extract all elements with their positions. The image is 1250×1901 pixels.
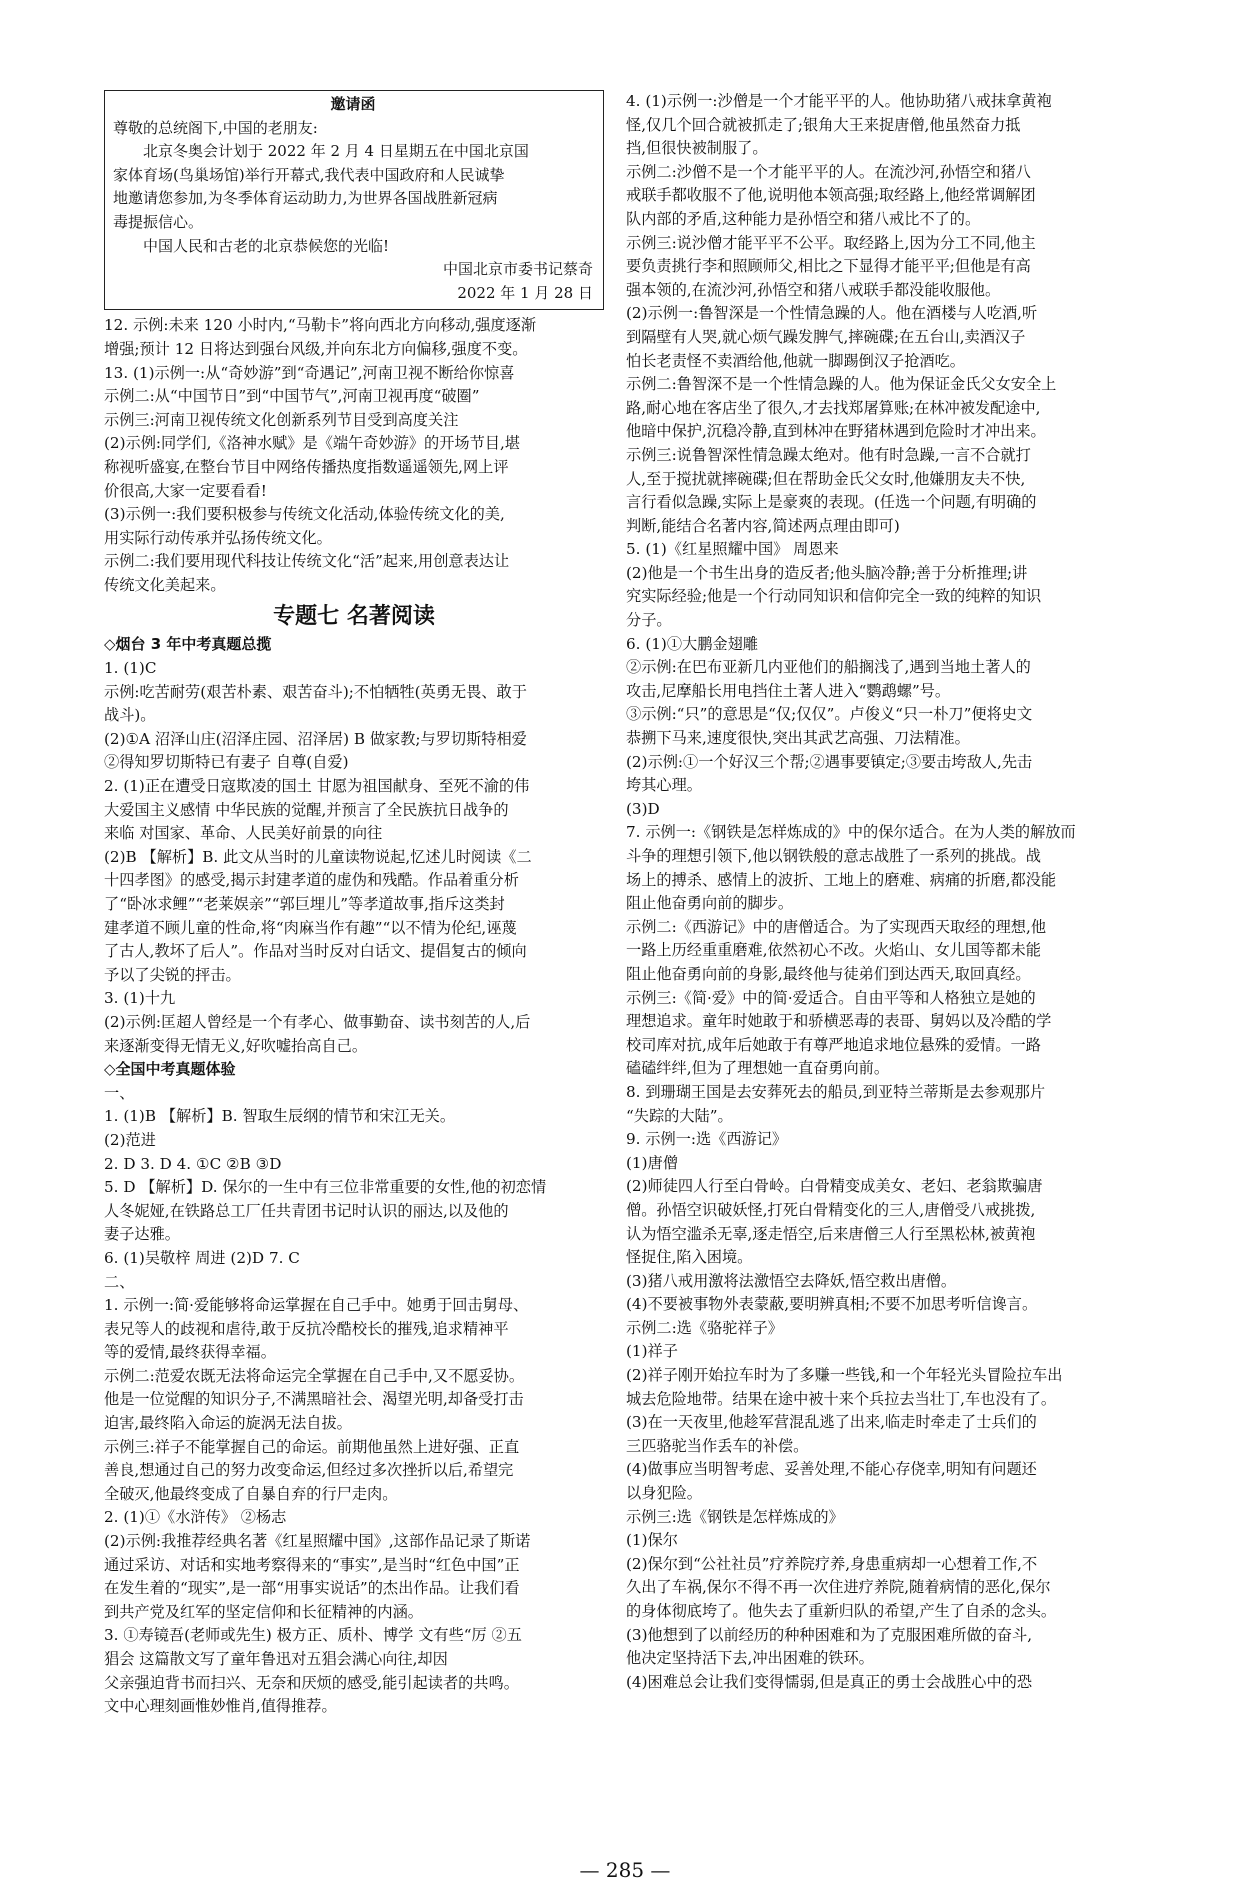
text-line: 来逐渐变得无情无义,好吹嘘抬高自己。: [104, 1036, 368, 1055]
text-line: 迫害,最终陷入命运的旋涡无法自拔。: [104, 1414, 352, 1433]
text-line: 示例:吃苦耐劳(艰苦朴素、艰苦奋斗);不怕牺牲(英勇无畏、敢于: [104, 682, 527, 701]
text-line: 攻击,尼摩船长用电挡住土著人进入“鹦鹉螺”号。: [626, 681, 951, 700]
invitation-body-line: 中国人民和古老的北京恭候您的光临!: [143, 236, 390, 255]
text-line: 善良,想通过自己的努力改变命运,但经过多次挫折以后,希望完: [104, 1461, 514, 1480]
text-line: 示例三:说鲁智深性情急躁太绝对。他有时急躁,一言不合就打: [626, 445, 1031, 464]
text-line: 一路上历经重重磨难,依然初心不改。火焰山、女儿国等都未能: [626, 941, 1041, 960]
text-line: 场上的搏杀、感情上的波折、工地上的磨难、病痛的折磨,都没能: [626, 870, 1057, 889]
text-line: 怪,仅几个回合就被抓走了;银角大王来捉唐僧,他虽然奋力抵: [626, 115, 1021, 134]
text-line: (1)保尔: [626, 1531, 678, 1550]
text-line: (3)D: [626, 799, 660, 818]
page-number: — 285 —: [579, 1858, 671, 1882]
text-line: 怕长老责怪不卖酒给他,他就一脚踢倒汉子抢酒吃。: [626, 351, 965, 370]
text-line: (2)师徒四人行至白骨岭。白骨精变成美女、老妇、老翁欺骗唐: [626, 1177, 1043, 1196]
text-line: 阻止他奋勇向前的身影,最终他与徒弟们到达西天,取回真经。: [626, 964, 1031, 983]
text-line: 战斗)。: [104, 706, 156, 725]
text-line: (2)示例:匡超人曾经是一个有孝心、做事勤奋、读书刻苦的人,后: [104, 1012, 531, 1031]
text-line: 他决定坚持活下去,冲出困难的铁环。: [626, 1649, 874, 1668]
text-line: (1)唐僧: [626, 1153, 678, 1172]
text-line: 示例二:《西游记》中的唐僧适合。为了实现西天取经的理想,他: [626, 917, 1047, 936]
invitation-box: [104, 90, 604, 310]
invitation-title: 邀请函: [330, 95, 376, 113]
text-line: 到共产党及红军的坚定信仰和长征精神的内涵。: [104, 1602, 423, 1621]
text-line: 通过采访、对话和实地考察得来的“事实”,是当时“红色中国”正: [104, 1555, 520, 1574]
text-line: 垮其心理。: [626, 776, 702, 795]
text-line: 强本领的,在流沙河,孙悟空和猪八戒联手都没能收服他。: [626, 280, 1001, 299]
text-line: 示例三:河南卫视传统文化创新系列节目受到高度关注: [104, 410, 459, 429]
text-line: 来临 对国家、革命、人民美好前景的向往: [104, 824, 383, 843]
text-line: 判断,能结合名著内容,简述两点理由即可): [626, 516, 900, 535]
text-line: 12. 示例:未来 120 小时内,“马勒卡”将向西北方向移动,强度逐渐: [104, 316, 537, 335]
text-line: (2)示例一:鲁智深是一个性情急躁的人。他在酒楼与人吃酒,听: [626, 304, 1038, 323]
text-line: 示例三:祥子不能掌握自己的命运。前期他虽然上进好强、正直: [104, 1437, 520, 1456]
text-line: 5. D 【解析】D. 保尔的一生中有三位非常重要的女性,他的初恋情: [104, 1178, 547, 1197]
text-line: 示例二:范爱农既无法将命运完全掌握在自己手中,又不愿妥协。: [104, 1366, 525, 1385]
text-line: (2)范进: [104, 1130, 156, 1149]
text-line: 1. (1)B 【解析】B. 智取生辰纲的情节和宋江无关。: [104, 1107, 456, 1126]
text-line: 价很高,大家一定要看看!: [104, 481, 267, 500]
section-yantai-answers: [104, 657, 604, 1058]
text-line: (2)他是一个书生出身的造反者;他头脑冷静;善于分析推理;讲: [626, 563, 1028, 582]
text-line: 3. ①寿镜吾(老师或先生) 极方正、质朴、博学 文有些“厉 ②五: [104, 1626, 522, 1645]
left-column: [104, 90, 604, 1719]
text-line: (3)他想到了以前经历的种种困难和为了克服困难所做的奋斗,: [626, 1625, 1033, 1644]
text-line: 磕磕绊绊,但为了理想她一直奋勇向前。: [626, 1059, 890, 1078]
text-line: (2)祥子刚开始拉车时为了多赚一些钱,和一个年轻光头冒险拉车出: [626, 1366, 1063, 1385]
text-line: 2. (1)①《水浒传》 ②杨志: [104, 1508, 287, 1527]
text-line: 一、: [104, 1083, 135, 1102]
text-line: 分子。: [626, 611, 672, 630]
text-line: 3. (1)十九: [104, 989, 176, 1008]
text-line: 文中心理刻画惟妙惟肖,值得推荐。: [104, 1697, 337, 1716]
text-line: (2)①A 沼泽山庄(沼泽庄园、沼泽居) B 做家教;与罗切斯特相爱: [104, 729, 527, 748]
text-line: 示例三:说沙僧才能平平不公平。取经路上,因为分工不同,他主: [626, 233, 1036, 252]
text-line: 戒联手都收服不了他,说明他本领高强;取经路上,他经常调解团: [626, 186, 1036, 205]
invitation-body-line: 毒提振信心。: [113, 212, 204, 231]
text-line: 究实际经验;他是一个行动同知识和信仰完全一致的纯粹的知识: [626, 587, 1042, 606]
text-line: 建孝道不顾儿童的性命,将“肉麻当作有趣”“以不情为伦纪,诬蔑: [104, 918, 517, 937]
topic-heading: 专题七 名著阅读: [273, 603, 435, 630]
answers-12-13: [104, 314, 604, 597]
text-line: 13. (1)示例一:从“奇妙游”到“奇遇记”,河南卫视不断给你惊喜: [104, 363, 515, 382]
text-line: 予以了尖锐的抨击。: [104, 965, 241, 984]
section-title-national: ◇全国中考真题体验: [104, 1060, 236, 1079]
text-line: 队内部的矛盾,这种能力是孙悟空和猪八戒比不了的。: [626, 209, 981, 228]
text-line: 二、: [104, 1272, 135, 1291]
text-line: 校司库对抗,成年后她敢于有尊严地追求地位悬殊的爱情。一路: [626, 1035, 1041, 1054]
text-line: 增强;预计 12 日将达到强台风级,并向东北方向偏移,强度不变。: [104, 339, 528, 358]
text-line: (2)示例:①一个好汉三个帮;②遇事要镇定;③要击垮敌人,先击: [626, 752, 1033, 771]
text-line: 斗争的理想引领下,他以钢铁般的意志战胜了一系列的挑战。战: [626, 847, 1041, 865]
text-line: 等的爱情,最终获得幸福。: [104, 1343, 276, 1362]
text-line: 妻子达雅。: [104, 1225, 180, 1244]
text-line: 挡,但很快被制服了。: [626, 139, 768, 158]
text-line: ③示例:“只”的意思是“仅;仅仅”。卢俊义“只一朴刀”便将史文: [626, 705, 1033, 724]
text-line: 2. D 3. D 4. ①C ②B ③D: [104, 1154, 282, 1173]
text-line: 人冬妮娅,在铁路总工厂任共青团书记时认识的丽达,以及他的: [104, 1201, 509, 1220]
invitation-body-line: 家体育场(鸟巢场馆)举行开幕式,我代表中国政府和人民诚挚: [113, 165, 505, 184]
text-line: 用实际行动传承并弘扬传统文化。: [104, 528, 332, 547]
text-line: 以身犯险。: [626, 1484, 702, 1503]
text-line: 言行看似急躁,实际上是豪爽的表现。(任选一个问题,有明确的: [626, 493, 1037, 512]
text-line: 他暗中保护,沉稳冷静,直到林冲在野猪林遇到危险时才冲出来。: [626, 422, 1046, 441]
text-line: 父亲强迫背书而扫兴、无奈和厌烦的感受,能引起读者的共鸣。: [104, 1673, 519, 1692]
text-line: 示例二:鲁智深不是一个性情急躁的人。他为保证金氏父女安全上: [626, 375, 1057, 394]
text-line: 人,至于搅扰就摔碗碟;但在帮助金氏父女时,他嫌朋友夫不快,: [626, 469, 1026, 488]
answers-4-9: [626, 90, 1172, 1694]
text-line: 十四孝图》的感受,揭示封建孝道的虚伪和残酷。作品着重分析: [104, 871, 519, 890]
text-line: 大爱国主义感情 中华民族的觉醒,并预言了全民族抗日战争的: [104, 800, 509, 819]
section-national-answers: [104, 1082, 604, 1719]
text-line: (1)祥子: [626, 1342, 678, 1361]
text-line: (2)示例:同学们,《洛神水赋》是《端午奇妙游》的开场节目,堪: [104, 434, 520, 453]
invitation-signature: 中国北京市委书记蔡奇: [442, 260, 593, 279]
text-line: (3)在一天夜里,他趁军营混乱逃了出来,临走时牵走了士兵们的: [626, 1413, 1037, 1432]
text-line: (3)示例一:我们要积极参与传统文化活动,体验传统文化的美,: [104, 505, 505, 524]
text-line: 4. (1)示例一:沙僧是一个才能平平的人。他协助猪八戒抹拿黄袍: [626, 92, 1052, 110]
text-line: 1. 示例一:简·爱能够将命运掌握在自己手中。她勇于回击舅母、: [104, 1296, 529, 1315]
text-line: 表兄等人的歧视和虐待,敢于反抗冷酷校长的摧残,追求精神平: [104, 1319, 509, 1338]
text-line: 城去危险地带。结果在途中被十来个兵拉去当壮丁,车也没有了。: [626, 1389, 1057, 1408]
text-line: 的身体彻底垮了。他失去了重新归队的希望,产生了自杀的念头。: [626, 1602, 1057, 1620]
text-line: 他是一位觉醒的知识分子,不满黑暗社会、渴望光明,却备受打击: [104, 1390, 524, 1409]
text-line: 5. (1)《红星照耀中国》 周恩来: [626, 540, 839, 559]
text-line: (3)猪八戒用激将法激悟空去降妖,悟空救出唐僧。: [626, 1271, 957, 1290]
text-line: 称视听盛宴,在整台节目中网络传播热度指数遥遥领先,网上评: [104, 457, 509, 476]
text-line: 理想追求。童年时她敢于和骄横恶毒的表哥、舅妈以及冷酷的学: [626, 1012, 1052, 1031]
text-line: 6. (1)①大鹏金翅雕: [626, 634, 758, 653]
text-line: 示例三:《简·爱》中的简·爱适合。自由平等和人格独立是她的: [626, 988, 1036, 1007]
text-line: ②得知罗切斯特已有妻子 自尊(自爱): [104, 753, 349, 772]
invitation-body-line: 地邀请您参加,为冬季体育运动助力,为世界各国战胜新冠病: [113, 189, 498, 208]
text-line: ②示例:在巴布亚新几内亚他们的船搁浅了,遇到当地土著人的: [626, 658, 1031, 677]
text-line: 示例三:选《钢铁是怎样炼成的》: [626, 1507, 844, 1526]
text-line: 了“卧冰求鲤”“老莱娱亲”“郭巨埋儿”等孝道故事,指斥这类封: [104, 895, 505, 913]
text-line: 到隔壁有人哭,就心烦气躁发脾气,摔碗碟;在五台山,卖酒汉子: [626, 327, 1026, 346]
text-line: 认为悟空滥杀无辜,逐走悟空,后来唐僧三人行至黑松林,被黄袍: [626, 1224, 1036, 1243]
text-line: (4)做事应当明智考虑、妥善处理,不能心存侥幸,明知有问题还: [626, 1460, 1037, 1479]
text-line: 示例二:沙僧不是一个才能平平的人。在流沙河,孙悟空和猪八: [626, 162, 1031, 181]
text-line: 了古人,教坏了后人”。作品对当时反对白话文、提倡复古的倾向: [104, 942, 527, 961]
invitation-body-line: 北京冬奥会计划于 2022 年 2 月 4 日星期五在中国北京国: [143, 142, 529, 161]
section-title-yantai: ◇烟台 3 年中考真题总揽: [104, 635, 272, 654]
text-line: 9. 示例一:选《西游记》: [626, 1130, 788, 1149]
invitation-salutation: 尊敬的总统阁下,中国的老朋友:: [113, 118, 318, 137]
text-line: 久出了车祸,保尔不得不再一次住进疗养院,随着病情的恶化,保尔: [626, 1578, 1051, 1597]
text-line: (2)保尔到“公社社员”疗养院疗养,身患重病却一心想着工作,不: [626, 1554, 1038, 1573]
text-line: 传统文化美起来。: [104, 575, 226, 594]
text-line: 全破灭,他最终变成了自暴自弃的行尸走肉。: [104, 1484, 398, 1503]
text-line: (4)困难总会让我们变得懦弱,但是真正的勇士会战胜心中的恐: [626, 1672, 1033, 1691]
text-line: 阻止他奋勇向前的脚步。: [626, 894, 794, 913]
text-line: “失踪的大陆”。: [626, 1106, 733, 1125]
text-line: 1. (1)C: [104, 659, 157, 678]
text-line: 猖会 这篇散文写了童年鲁迅对五猖会满心向往,却因: [104, 1650, 448, 1668]
text-line: 2. (1)正在遭受日寇欺凌的国土 甘愿为祖国献身、至死不渝的伟: [104, 777, 530, 796]
text-line: 6. (1)吴敬梓 周进 (2)D 7. C: [104, 1248, 300, 1267]
text-line: 三匹骆驼当作丢车的补偿。: [626, 1436, 809, 1455]
text-line: 在发生着的“现实”,是一部“用事实说话”的杰出作品。让我们看: [104, 1579, 520, 1598]
text-line: 路,耐心地在客店坐了很久,才去找郑屠算账;在林冲被发配途中,: [626, 398, 1041, 417]
text-line: (2)B 【解析】B. 此文从当时的儿童读物说起,忆述儿时阅读《二: [104, 847, 532, 866]
text-line: (4)不要被事物外表蒙蔽,要明辨真相;不要不加思考听信谗言。: [626, 1295, 1038, 1314]
text-line: 7. 示例一:《钢铁是怎样炼成的》中的保尔适合。在为人类的解放而: [626, 823, 1076, 842]
text-line: 8. 到珊瑚王国是去安葬死去的船员,到亚特兰蒂斯是去参观那片: [626, 1082, 1046, 1101]
invitation-date: 2022 年 1 月 28 日: [457, 283, 593, 302]
text-line: 怪捉住,陷入困境。: [626, 1248, 753, 1267]
right-column: [626, 90, 1172, 1694]
text-line: 示例二:选《骆驼祥子》: [626, 1318, 783, 1337]
text-line: 僧。孙悟空识破妖怪,打死白骨精变化的三人,唐僧受八戒挑拨,: [626, 1200, 1036, 1219]
text-line: (2)示例:我推荐经典名著《红星照耀中国》,这部作品记录了斯诺: [104, 1532, 531, 1551]
text-line: 恭搠下马来,速度很快,突出其武艺高强、刀法精准。: [626, 729, 970, 748]
text-line: 要负责挑行李和照顾师父,相比之下显得才能平平;但他是有高: [626, 257, 1031, 276]
text-line: 示例二:从“中国节日”到“中国节气”,河南卫视再度“破圈”: [104, 387, 480, 406]
text-line: 示例二:我们要用现代科技让传统文化“活”起来,用创意表达让: [104, 552, 510, 571]
